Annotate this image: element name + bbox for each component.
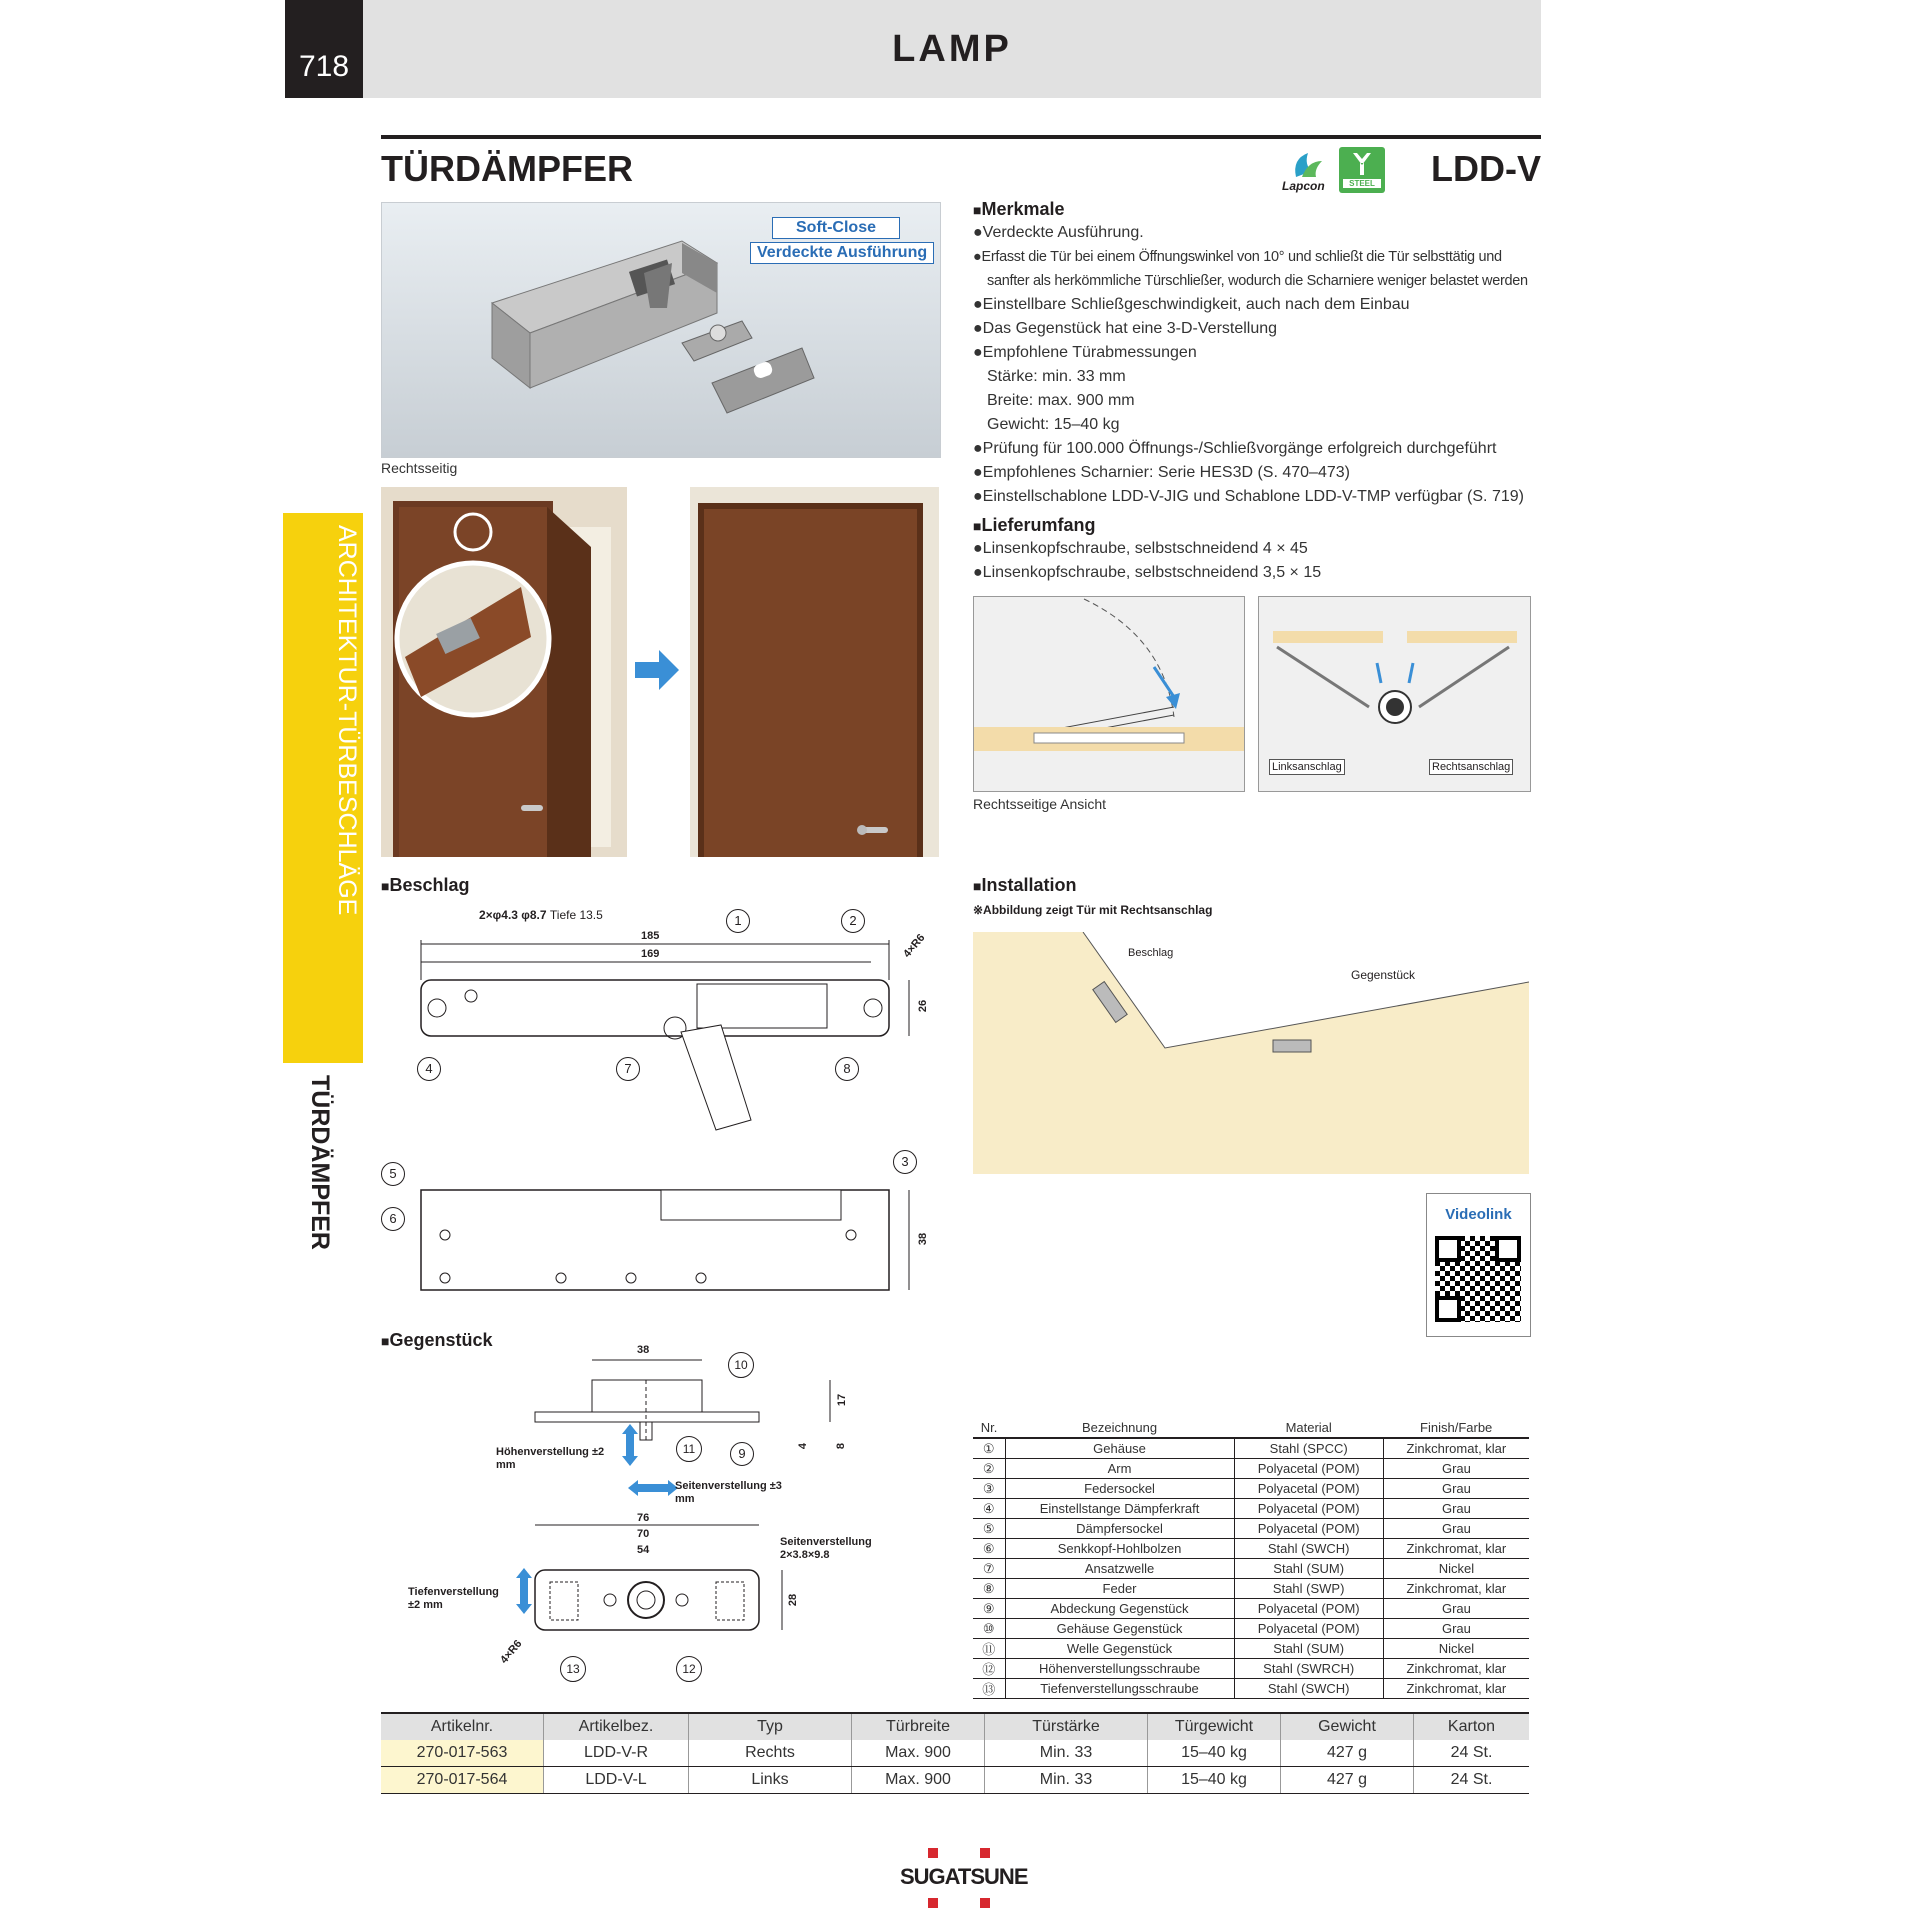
cell: 270-017-563 bbox=[381, 1740, 544, 1767]
side-holes-label: Seitenverstellung 2×3.8×9.8 bbox=[780, 1536, 872, 1561]
strike-dim-28: 28 bbox=[787, 1593, 800, 1607]
strike-dim-8: 8 bbox=[835, 1442, 848, 1450]
cell: Gehäuse Gegenstück bbox=[1005, 1619, 1234, 1639]
cell: Welle Gegenstück bbox=[1005, 1639, 1234, 1659]
cell: Arm bbox=[1005, 1459, 1234, 1479]
install-label-strike: Gegenstück bbox=[1351, 968, 1416, 982]
door-closed-photo bbox=[690, 487, 939, 857]
cell: ⑩ bbox=[973, 1619, 1005, 1639]
cell: ⑧ bbox=[973, 1579, 1005, 1599]
table-row bbox=[973, 1619, 1529, 1639]
strike-dim-54: 54 bbox=[637, 1544, 650, 1556]
cell: Polyacetal (POM) bbox=[1234, 1519, 1383, 1539]
col-finish: Finish/Farbe bbox=[1383, 1418, 1529, 1438]
cell: Höhenverstellungsschraube bbox=[1005, 1659, 1234, 1679]
marker-9: 9 bbox=[730, 1442, 754, 1466]
cell: Polyacetal (POM) bbox=[1234, 1459, 1383, 1479]
cell: Links bbox=[689, 1767, 852, 1794]
cell: Ansatzwelle bbox=[1005, 1559, 1234, 1579]
cell: Zinkchromat, klar bbox=[1383, 1539, 1529, 1559]
cell: Dämpfersockel bbox=[1005, 1519, 1234, 1539]
concealed-tag: Verdeckte Ausführung bbox=[750, 242, 934, 264]
table-row bbox=[973, 1599, 1529, 1619]
installation-drawing bbox=[973, 932, 1529, 1174]
cell: Grau bbox=[1383, 1459, 1529, 1479]
strike-dim-17: 17 bbox=[836, 1393, 849, 1407]
scope-list bbox=[973, 537, 1321, 585]
marker-4: 4 bbox=[417, 1057, 441, 1081]
cell: ⑬ bbox=[973, 1679, 1005, 1699]
table-row bbox=[973, 1479, 1529, 1499]
cell: 15–40 kg bbox=[1148, 1740, 1281, 1767]
video-link[interactable] bbox=[1426, 1193, 1531, 1337]
marker-13: 13 bbox=[560, 1656, 586, 1682]
cell: Min. 33 bbox=[985, 1740, 1148, 1767]
cell: ③ bbox=[973, 1479, 1005, 1499]
cell: ⑦ bbox=[973, 1559, 1005, 1579]
cell: Einstellstange Dämpferkraft bbox=[1005, 1499, 1234, 1519]
cell: Grau bbox=[1383, 1519, 1529, 1539]
dim-38: 38 bbox=[917, 1232, 930, 1246]
hole-note bbox=[479, 908, 603, 922]
col-article-no: Artikelnr. bbox=[381, 1713, 544, 1740]
cell: Rechts bbox=[689, 1740, 852, 1767]
dim-185: 185 bbox=[641, 930, 660, 942]
installation-heading-text: Installation bbox=[981, 875, 1077, 895]
page-number: 718 bbox=[285, 0, 363, 98]
marker-5: 5 bbox=[381, 1162, 405, 1186]
depth-adjust-label: Tiefenverstellung ±2 mm bbox=[408, 1586, 499, 1611]
scope-item: ●Linsenkopfschraube, selbstschneidend 4 × 45 bbox=[973, 540, 1308, 557]
col-type: Typ bbox=[689, 1713, 852, 1740]
parts-table bbox=[973, 1418, 1529, 1699]
cell: Stahl (SWRCH) bbox=[1234, 1659, 1383, 1679]
sugatsune-text: SUGATSUNE bbox=[900, 1864, 1028, 1889]
parts-table-header bbox=[973, 1418, 1529, 1438]
page-title: TÜRDÄMPFER bbox=[381, 148, 633, 189]
order-table bbox=[381, 1712, 1529, 1794]
cell: Polyacetal (POM) bbox=[1234, 1599, 1383, 1619]
col-material: Material bbox=[1234, 1418, 1383, 1438]
table-row bbox=[973, 1539, 1529, 1559]
hole-note-text: 2×φ4.3 φ8.7 bbox=[479, 908, 547, 922]
cell: ⑤ bbox=[973, 1519, 1005, 1539]
feature-item: Stärke: min. 33 mm bbox=[987, 368, 1126, 385]
cell: LDD-V-L bbox=[544, 1767, 689, 1794]
marker-10: 10 bbox=[728, 1352, 754, 1378]
cell: Gehäuse bbox=[1005, 1438, 1234, 1459]
col-door-thickness: Türstärke bbox=[985, 1713, 1148, 1740]
installation-heading: ■Installation bbox=[973, 875, 1077, 895]
feature-item: ●Empfohlene Türabmessungen bbox=[973, 344, 1197, 361]
cell: Polyacetal (POM) bbox=[1234, 1479, 1383, 1499]
radius-note: 4×R6 bbox=[901, 931, 928, 961]
col-door-width: Türbreite bbox=[852, 1713, 985, 1740]
fitting-heading-text: Beschlag bbox=[389, 875, 470, 895]
col-article-name: Artikelbez. bbox=[544, 1713, 689, 1740]
cell: Grau bbox=[1383, 1619, 1529, 1639]
dim-26: 26 bbox=[917, 999, 930, 1013]
install-label-fitting: Beschlag bbox=[1128, 947, 1174, 959]
cell: 24 St. bbox=[1414, 1740, 1530, 1767]
sidebar-category: ARCHITEKTUR-TÜRBESCHLÄGE bbox=[333, 525, 361, 916]
arrow-icon bbox=[635, 650, 679, 690]
door-open-photo bbox=[381, 487, 627, 857]
cell: Feder bbox=[1005, 1579, 1234, 1599]
right-hand-label: Rechtsanschlag bbox=[1429, 759, 1513, 775]
cell: Min. 33 bbox=[985, 1767, 1148, 1794]
strike-dim-76: 76 bbox=[637, 1512, 650, 1524]
marker-1: 1 bbox=[726, 909, 750, 933]
depth-note: Tiefe 13.5 bbox=[549, 908, 603, 922]
marker-2: 2 bbox=[841, 909, 865, 933]
col-weight: Gewicht bbox=[1281, 1713, 1414, 1740]
table-row bbox=[381, 1767, 1529, 1794]
feature-item: ●Erfasst die Tür bei einem Öffnungswinkel von 10° und schließt die Tür selbsttätig und bbox=[973, 249, 1502, 265]
strike-heading: ■Gegenstück bbox=[381, 1330, 493, 1350]
fitting-heading: ■Beschlag bbox=[381, 875, 470, 895]
feature-item: ●Verdeckte Ausführung. bbox=[973, 224, 1144, 241]
table-row bbox=[973, 1659, 1529, 1679]
cell: Grau bbox=[1383, 1599, 1529, 1619]
photo-caption: Rechtsseitig bbox=[381, 460, 458, 476]
soft-close-tag: Soft-Close bbox=[772, 217, 900, 239]
table-row bbox=[973, 1639, 1529, 1659]
steel-logo bbox=[1339, 147, 1385, 193]
cell: ⑫ bbox=[973, 1659, 1005, 1679]
cell: Zinkchromat, klar bbox=[1383, 1438, 1529, 1459]
cell: ② bbox=[973, 1459, 1005, 1479]
cell: Stahl (SWCH) bbox=[1234, 1679, 1383, 1699]
cell: Stahl (SUM) bbox=[1234, 1639, 1383, 1659]
sugatsune-logo bbox=[900, 1848, 1028, 1908]
features-heading: ■Merkmale bbox=[973, 199, 1065, 219]
strike-radius: 4×R6 bbox=[498, 1637, 525, 1667]
feature-item: ●Prüfung für 100.000 Öffnungs-/Schließvorgänge erfolgreich durchgeführt bbox=[973, 440, 1497, 457]
cell: Zinkchromat, klar bbox=[1383, 1659, 1529, 1679]
col-door-weight: Türgewicht bbox=[1148, 1713, 1281, 1740]
table-row bbox=[973, 1579, 1529, 1599]
marker-6: 6 bbox=[381, 1207, 405, 1231]
table-row bbox=[973, 1559, 1529, 1579]
features-heading-text: Merkmale bbox=[981, 199, 1065, 219]
cell: ① bbox=[973, 1438, 1005, 1459]
cell: Stahl (SWCH) bbox=[1234, 1539, 1383, 1559]
features-list bbox=[973, 221, 1543, 509]
feature-item: sanfter als herkömmliche Türschließer, wodurch die Scharniere weniger belastet werden bbox=[987, 273, 1528, 289]
cell: Senkkopf-Hohlbolzen bbox=[1005, 1539, 1234, 1559]
strike-drawing bbox=[400, 1344, 910, 1700]
col-carton: Karton bbox=[1414, 1713, 1530, 1740]
table-row bbox=[973, 1499, 1529, 1519]
cell: 24 St. bbox=[1414, 1767, 1530, 1794]
marker-8: 8 bbox=[835, 1057, 859, 1081]
marker-11: 11 bbox=[676, 1436, 702, 1462]
cell: 15–40 kg bbox=[1148, 1767, 1281, 1794]
product-photo bbox=[381, 202, 941, 458]
lapcon-text: Lapcon bbox=[1282, 179, 1325, 193]
feature-item: Breite: max. 900 mm bbox=[987, 392, 1135, 409]
strike-dim-4: 4 bbox=[797, 1442, 810, 1450]
col-name: Bezeichnung bbox=[1005, 1418, 1234, 1438]
table-row bbox=[973, 1438, 1529, 1459]
col-nr: Nr. bbox=[973, 1418, 1005, 1438]
feature-item: ●Einstellschablone LDD-V-JIG und Schablone LDD-V-TMP verfügbar (S. 719) bbox=[973, 488, 1524, 505]
title-rule bbox=[381, 135, 1541, 139]
marker-7: 7 bbox=[616, 1057, 640, 1081]
left-hand-label: Linksanschlag bbox=[1269, 759, 1345, 775]
strike-dim-38: 38 bbox=[637, 1344, 650, 1356]
scope-heading-text: Lieferumfang bbox=[981, 515, 1096, 535]
cell: Tiefenverstellungsschraube bbox=[1005, 1679, 1234, 1699]
strike-plate bbox=[682, 321, 814, 413]
cell: Polyacetal (POM) bbox=[1234, 1499, 1383, 1519]
order-table-header bbox=[381, 1713, 1529, 1740]
scope-item: ●Linsenkopfschraube, selbstschneidend 3,5 × 15 bbox=[973, 564, 1322, 581]
table-row bbox=[973, 1519, 1529, 1539]
feature-item: ●Empfohlenes Scharnier: Serie HES3D (S. 470–473) bbox=[973, 464, 1350, 481]
cell: Grau bbox=[1383, 1479, 1529, 1499]
cell: Abdeckung Gegenstück bbox=[1005, 1599, 1234, 1619]
video-link-label: Videolink bbox=[1445, 1206, 1512, 1223]
damper-body bbox=[492, 241, 717, 388]
cell: Zinkchromat, klar bbox=[1383, 1679, 1529, 1699]
sidebar-section: TÜRDÄMPFER bbox=[306, 1075, 334, 1250]
table-row bbox=[973, 1459, 1529, 1479]
cell: Zinkchromat, klar bbox=[1383, 1579, 1529, 1599]
cell: ⑨ bbox=[973, 1599, 1005, 1619]
side-view-diagram bbox=[973, 596, 1245, 792]
marker-3: 3 bbox=[893, 1150, 917, 1174]
cell: ⑪ bbox=[973, 1639, 1005, 1659]
side-adjust-label: Seitenverstellung ±3 mm bbox=[675, 1480, 782, 1505]
cell: Stahl (SUM) bbox=[1234, 1559, 1383, 1579]
cell: ⑥ bbox=[973, 1539, 1005, 1559]
cell: 427 g bbox=[1281, 1740, 1414, 1767]
cell: ④ bbox=[973, 1499, 1005, 1519]
scope-heading: ■Lieferumfang bbox=[973, 515, 1096, 535]
feature-item: Gewicht: 15–40 kg bbox=[987, 416, 1120, 433]
fitting-drawing bbox=[381, 900, 941, 1300]
cell: Max. 900 bbox=[852, 1767, 985, 1794]
cell: Polyacetal (POM) bbox=[1234, 1619, 1383, 1639]
cell: Nickel bbox=[1383, 1639, 1529, 1659]
cell: Federsockel bbox=[1005, 1479, 1234, 1499]
cell: LDD-V-R bbox=[544, 1740, 689, 1767]
table-row bbox=[973, 1679, 1529, 1699]
cell: Max. 900 bbox=[852, 1740, 985, 1767]
cell: Grau bbox=[1383, 1499, 1529, 1519]
model-code: LDD-V bbox=[1431, 148, 1541, 189]
strike-dim-70: 70 bbox=[637, 1528, 650, 1540]
cell: Stahl (SWP) bbox=[1234, 1579, 1383, 1599]
installation-note: ※Abbildung zeigt Tür mit Rechtsanschlag bbox=[973, 903, 1213, 917]
table-row bbox=[381, 1740, 1529, 1767]
cell: 270-017-564 bbox=[381, 1767, 544, 1794]
feature-item: ●Das Gegenstück hat eine 3-D-Verstellung bbox=[973, 320, 1278, 337]
steel-text: STEEL bbox=[1343, 179, 1381, 188]
cell: 427 g bbox=[1281, 1767, 1414, 1794]
lapcon-logo bbox=[1282, 147, 1332, 195]
cell: Stahl (SPCC) bbox=[1234, 1438, 1383, 1459]
side-view-caption: Rechtsseitige Ansicht bbox=[973, 796, 1107, 812]
strike-heading-text: Gegenstück bbox=[389, 1330, 493, 1350]
feature-item: ●Einstellbare Schließgeschwindigkeit, auch nach dem Einbau bbox=[973, 296, 1410, 313]
qr-code-icon[interactable] bbox=[1435, 1236, 1521, 1322]
hinge-side-diagram bbox=[1258, 596, 1531, 792]
cell: Nickel bbox=[1383, 1559, 1529, 1579]
marker-12: 12 bbox=[676, 1656, 702, 1682]
dim-169: 169 bbox=[641, 948, 660, 960]
brand-logo: LAMP bbox=[892, 27, 1012, 70]
height-adjust-label: Höhenverstellung ±2 mm bbox=[496, 1446, 605, 1471]
